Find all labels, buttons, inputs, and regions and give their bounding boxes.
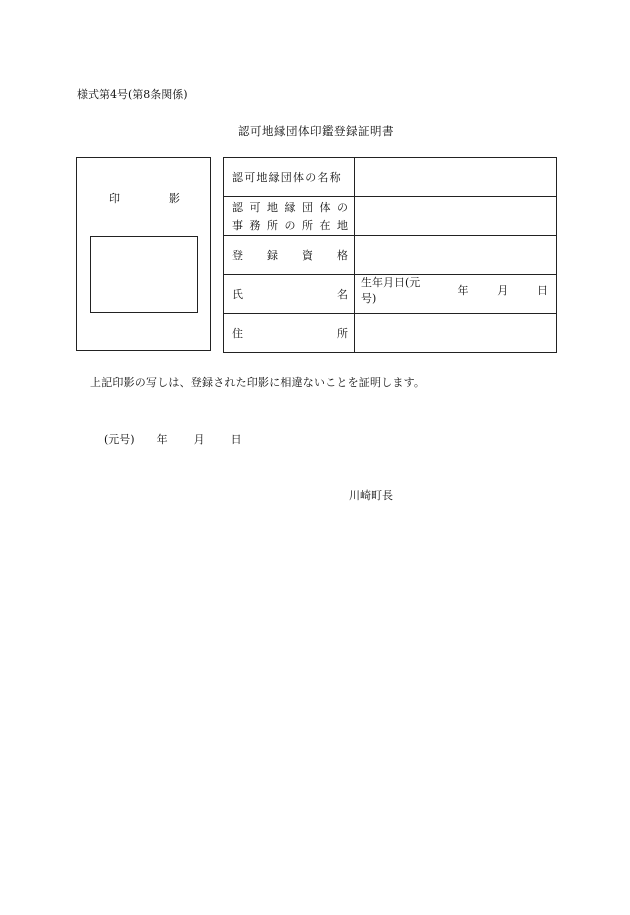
seal-impression-area	[90, 236, 198, 313]
char: 格	[337, 249, 348, 262]
office-label	[224, 199, 354, 233]
org-name-label: 認可地縁団体の名称	[232, 171, 342, 184]
issue-date-era: (元号)	[104, 433, 135, 446]
char: 住	[232, 327, 243, 340]
office-label-line2	[232, 217, 348, 233]
char: 在	[319, 219, 331, 232]
birthdate-day: 日	[537, 284, 548, 297]
char: 体	[319, 201, 331, 214]
char: の	[337, 201, 348, 214]
name-label-cell	[224, 275, 355, 314]
name-value-cell	[355, 275, 557, 314]
issue-date	[104, 431, 242, 447]
office-label-line1	[232, 199, 348, 215]
row-address	[224, 314, 557, 353]
row-office-address	[224, 197, 557, 236]
address-value-cell	[355, 314, 557, 353]
org-name-label-cell	[224, 158, 355, 197]
qualification-label-cell	[224, 236, 355, 275]
issue-date-day: 日	[230, 433, 242, 446]
char: 登	[232, 249, 243, 262]
seal-label-in: 印	[109, 192, 120, 205]
char: 所	[337, 327, 348, 340]
issuer-name: 川崎町長	[349, 489, 393, 502]
char: 地	[337, 219, 348, 232]
char: 資	[302, 249, 313, 262]
registration-info-table	[223, 157, 557, 353]
office-value-cell	[355, 197, 557, 236]
char: 地	[267, 201, 278, 214]
char: 名	[337, 288, 348, 301]
char: 縁	[284, 201, 296, 214]
qualification-value-cell	[355, 236, 557, 275]
row-qualification	[224, 236, 557, 275]
char: 可	[249, 201, 261, 214]
birthdate-month: 月	[497, 284, 509, 297]
char: 氏	[232, 288, 243, 301]
qualification-label	[224, 247, 354, 263]
char: 事	[232, 219, 243, 232]
char: 務	[249, 219, 261, 232]
char: の	[284, 219, 296, 232]
certification-text: 上記印影の写しは、登録された印影に相違ないことを証明します。	[90, 376, 426, 389]
address-label	[224, 325, 354, 341]
char: 団	[302, 201, 313, 214]
birthdate-line	[361, 274, 548, 306]
char: 認	[232, 201, 243, 214]
char: 録	[267, 249, 278, 262]
address-label-cell	[224, 314, 355, 353]
form-number: 様式第4号(第8条関係)	[77, 88, 188, 101]
char: 所	[267, 219, 278, 232]
issue-date-year: 年	[156, 433, 168, 446]
name-label	[232, 286, 348, 302]
row-org-name	[224, 158, 557, 197]
birthdate-year: 年	[457, 284, 469, 297]
office-label-cell	[224, 197, 355, 236]
row-name	[224, 275, 557, 314]
seal-box	[76, 157, 211, 351]
document-title: 認可地縁団体印鑑登録証明書	[238, 124, 394, 138]
seal-label-ei: 影	[169, 192, 180, 205]
birthdate-prefix: 生年月日(元号)	[361, 276, 421, 305]
char: 所	[302, 219, 313, 232]
issue-date-month: 月	[193, 433, 205, 446]
org-name-value-cell	[355, 158, 557, 197]
